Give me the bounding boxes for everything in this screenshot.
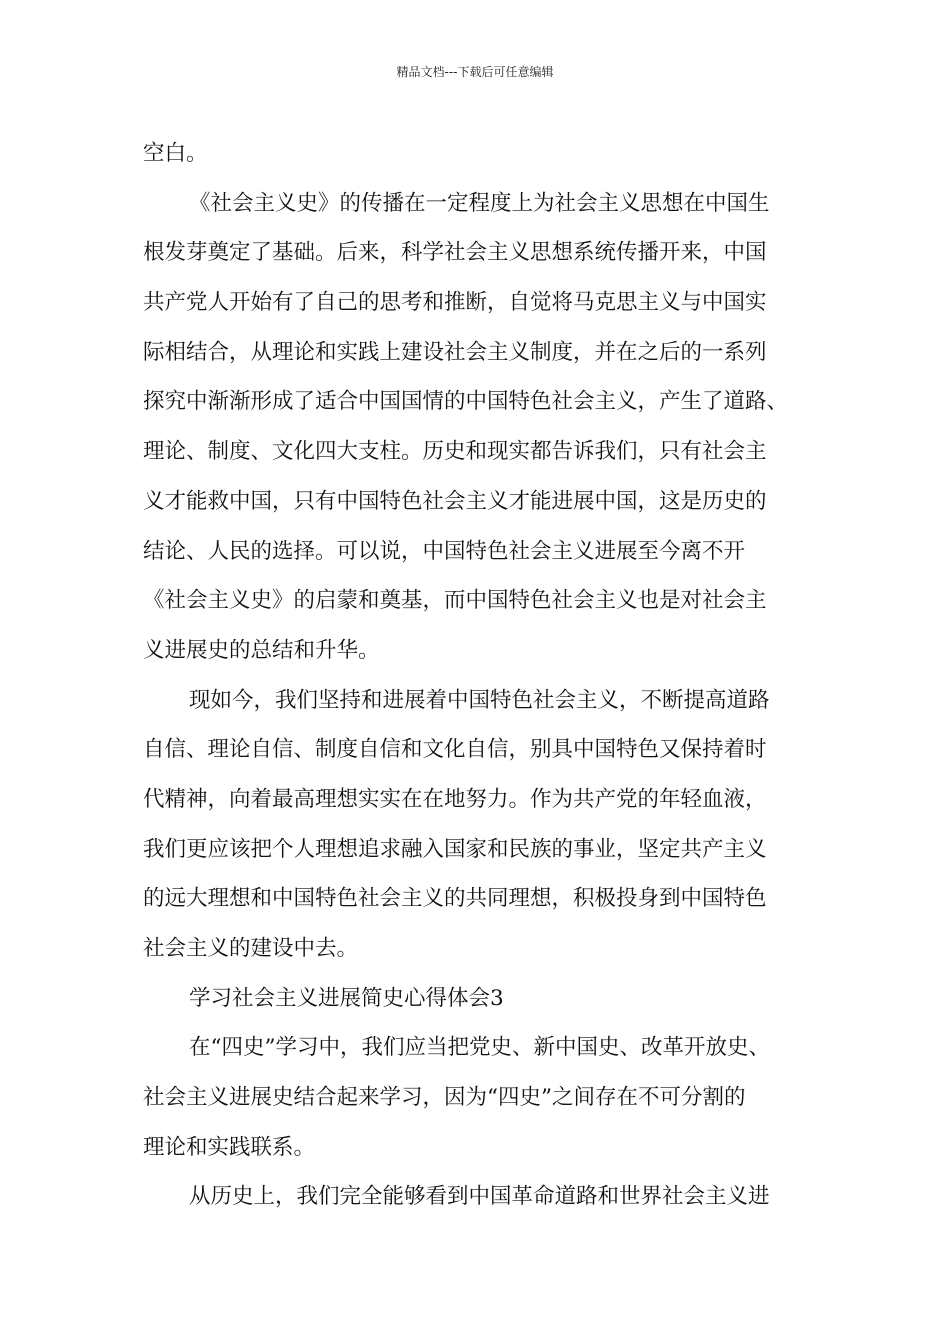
- text-line: 在“四史”学习中，我们应当把党史、新中国史、改革开放史、: [189, 1035, 770, 1061]
- text-line: 结论、人民的选择。可以说，中国特色社会主义进展至今离不开: [143, 538, 746, 564]
- text-line: 我们更应该把个人理想追求融入国家和民族的事业，坚定共产主义: [143, 836, 767, 862]
- text-line: 社会主义进展史结合起来学习，因为“四史”之间存在不可分割的: [143, 1085, 746, 1111]
- text-line: 自信、理论自信、制度自信和文化自信，别具中国特色又保持着时: [143, 737, 767, 763]
- text-line: 《社会主义史》的传播在一定程度上为社会主义思想在中国生: [189, 190, 770, 216]
- text-line: 共产党人开始有了自己的思考和推断，自觉将马克思主义与中国实: [143, 290, 767, 316]
- text-line: 空白。: [143, 141, 208, 166]
- text-line: 际相结合，从理论和实践上建设社会主义制度，并在之后的一系列: [143, 339, 767, 365]
- document-body: [143, 129, 813, 1222]
- text-line: 义进展史的总结和升华。: [143, 637, 380, 663]
- text-line: 义才能救中国，只有中国特色社会主义才能进展中国，这是历史的: [143, 488, 767, 514]
- text-line: 社会主义的建设中去。: [143, 936, 359, 961]
- text-line: 代精神，向着最高理想实实在在地努力。作为共产党的年轻血液，: [143, 786, 767, 812]
- text-line: 《社会主义史》的启蒙和奠基，而中国特色社会主义也是对社会主: [143, 588, 767, 614]
- text-line: 理论和实践联系。: [143, 1134, 316, 1160]
- text-line: 现如今，我们坚持和进展着中国特色社会主义，不断提高道路: [189, 687, 770, 713]
- page-header: 精品文档---下载后可任意编辑: [396, 65, 554, 79]
- text-line: 从历史上，我们完全能够看到中国革命道路和世界社会主义进: [189, 1184, 770, 1210]
- text-line: 探究中渐渐形成了适合中国国情的中国特色社会主义，产生了道路、: [143, 389, 789, 415]
- text-line: 学习社会主义进展简史心得体会3: [189, 985, 504, 1011]
- text-line: 理论、制度、文化四大支柱。历史和现实都告诉我们，只有社会主: [143, 439, 767, 465]
- text-line: 根发芽奠定了基础。后来，科学社会主义思想系统传播开来，中国: [143, 240, 767, 266]
- text-line: 的远大理想和中国特色社会主义的共同理想，积极投身到中国特色: [143, 886, 767, 912]
